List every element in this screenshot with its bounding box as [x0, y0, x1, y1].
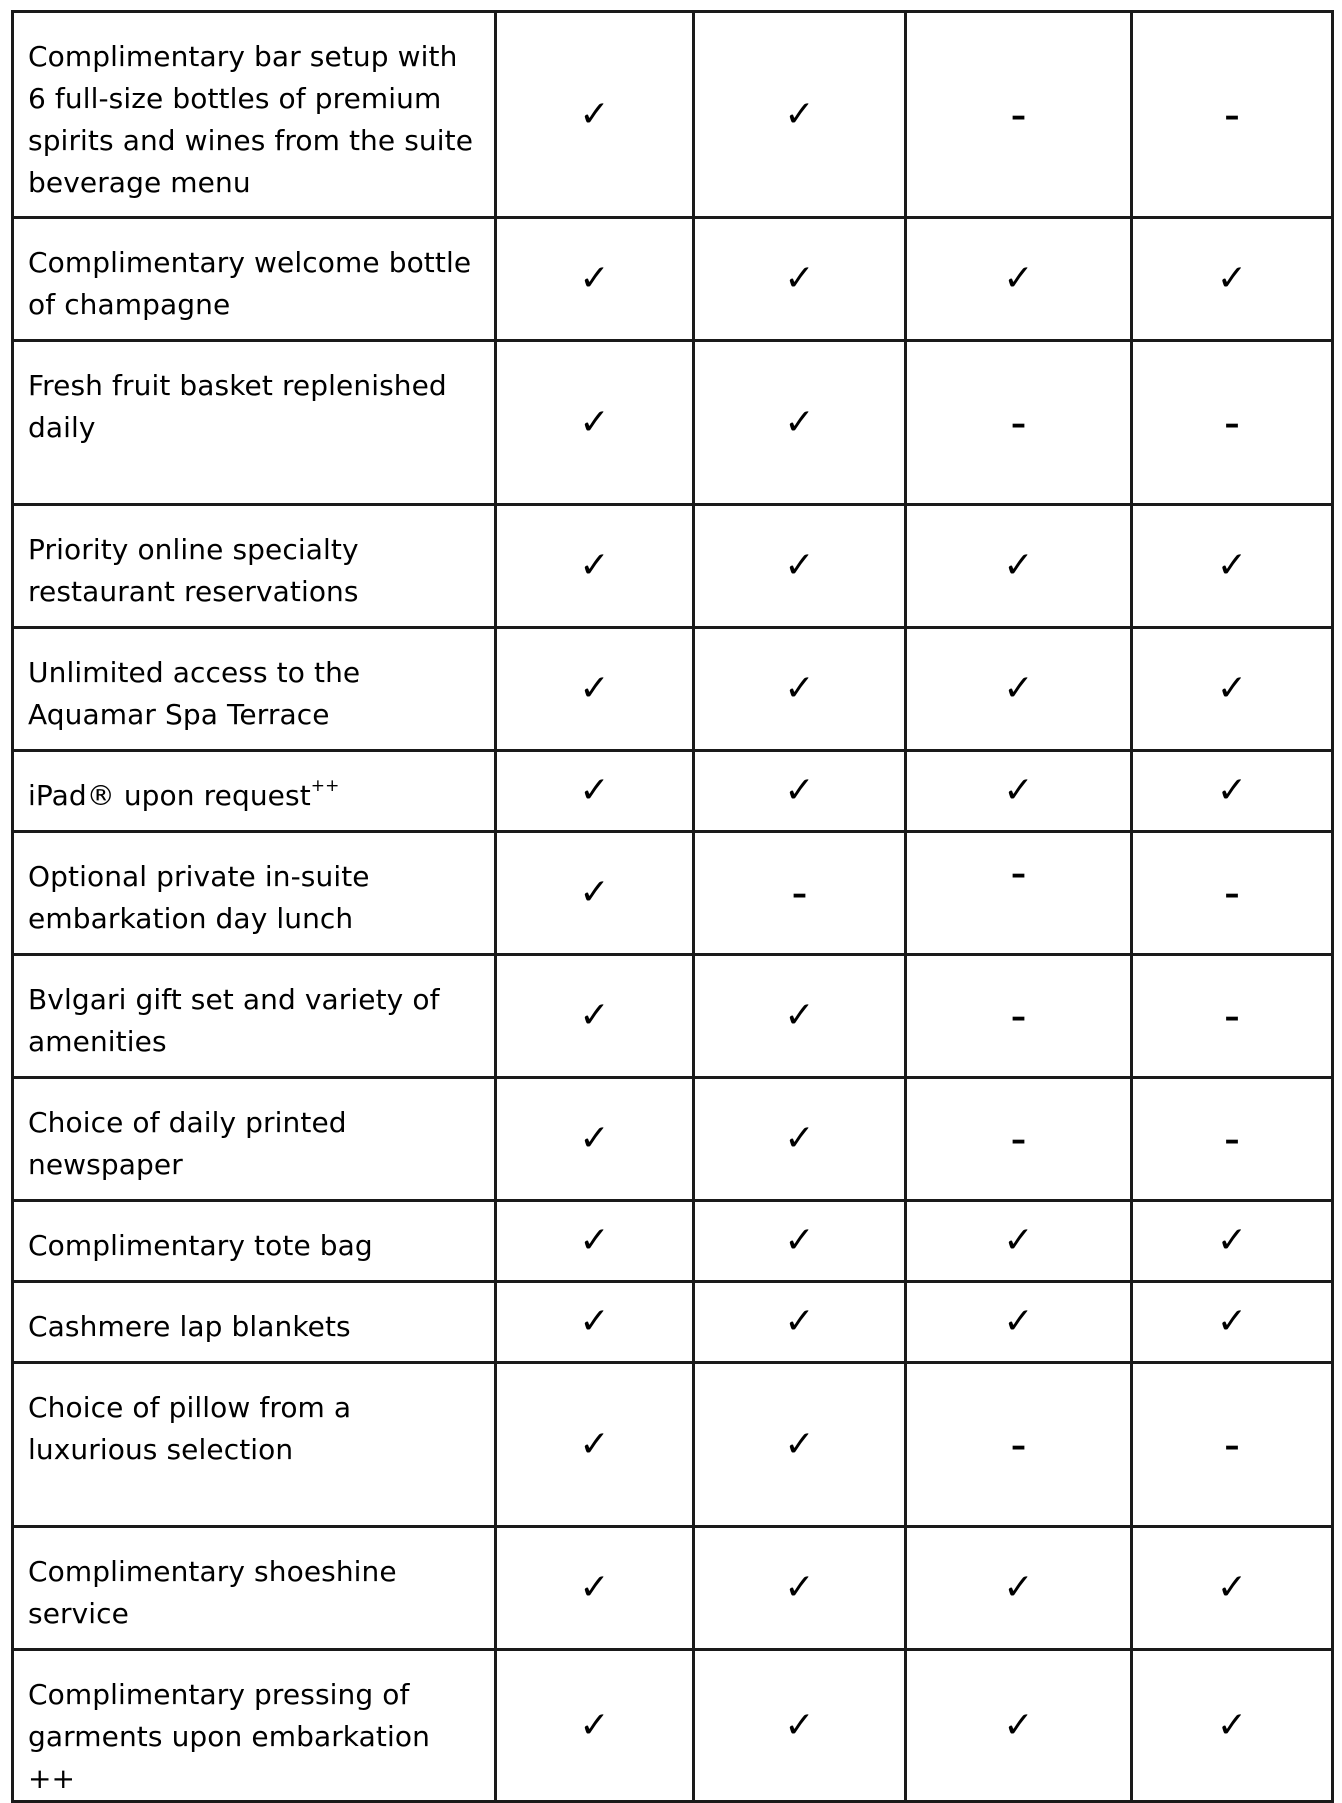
checkmark-icon: ✓	[579, 1301, 610, 1342]
mark-cell	[496, 628, 694, 751]
mark-cell	[496, 341, 694, 505]
table-body	[13, 12, 1333, 1802]
mark-cell	[906, 832, 1132, 955]
mark-cell	[1132, 1201, 1333, 1282]
checkmark-icon: ✓	[784, 401, 815, 443]
amenity-label-cell	[13, 505, 496, 628]
dash-icon: –	[792, 877, 807, 912]
table-row	[13, 1527, 1333, 1650]
mark-cell	[906, 1201, 1132, 1282]
checkmark-icon: ✓	[784, 545, 815, 586]
table-row	[13, 1201, 1333, 1282]
amenity-label-cell	[13, 341, 496, 505]
amenity-label-cell	[13, 1201, 496, 1282]
mark-cell	[1132, 751, 1333, 832]
amenity-label-cell	[13, 628, 496, 751]
mark-cell	[694, 832, 906, 955]
checkmark-icon: ✓	[784, 1118, 815, 1159]
checkmark-icon: ✓	[579, 1567, 610, 1608]
dash-icon: –	[1224, 98, 1240, 134]
mark-cell	[496, 1282, 694, 1363]
amenity-label-cell	[13, 751, 496, 832]
mark-cell	[906, 955, 1132, 1078]
checkmark-icon: ✓	[579, 872, 610, 913]
amenity-label: Cashmere lap blankets	[28, 1310, 351, 1343]
checkmark-icon: ✓	[784, 770, 815, 811]
checkmark-icon: ✓	[1003, 545, 1034, 586]
mark-cell	[906, 1078, 1132, 1201]
amenity-label: Complimentary pressing of garments upon embarkation ++	[28, 1678, 430, 1795]
dash-icon: –	[1011, 406, 1026, 442]
checkmark-icon: ✓	[784, 93, 815, 135]
mark-cell	[1132, 218, 1333, 341]
checkmark-icon: ✓	[1003, 1567, 1034, 1608]
amenity-label: Unlimited access to the Aquamar Spa Terrace	[28, 656, 361, 731]
mark-cell	[694, 505, 906, 628]
checkmark-icon: ✓	[784, 1567, 815, 1608]
table-row	[13, 628, 1333, 751]
amenity-label: Complimentary tote bag	[28, 1229, 373, 1262]
checkmark-icon: ✓	[784, 1220, 815, 1261]
mark-cell	[694, 12, 906, 218]
mark-cell	[694, 1201, 906, 1282]
checkmark-icon: ✓	[1003, 1301, 1034, 1342]
mark-cell	[906, 12, 1132, 218]
mark-cell	[496, 1527, 694, 1650]
checkmark-icon: ✓	[579, 93, 610, 135]
mark-cell	[1132, 955, 1333, 1078]
mark-cell	[1132, 1282, 1333, 1363]
checkmark-icon: ✓	[784, 668, 815, 709]
amenity-label: Priority online specialty restaurant reservations	[28, 533, 359, 608]
checkmark-icon: ✓	[1216, 258, 1248, 299]
table-row	[13, 955, 1333, 1078]
checkmark-icon: ✓	[1003, 770, 1034, 811]
mark-cell	[694, 218, 906, 341]
mark-cell	[694, 751, 906, 832]
amenity-label: Choice of pillow from a luxurious selection	[28, 1391, 352, 1466]
mark-cell	[694, 955, 906, 1078]
checkmark-icon: ✓	[1216, 668, 1248, 709]
checkmark-icon: ✓	[1216, 1704, 1248, 1746]
checkmark-icon: ✓	[579, 1704, 610, 1746]
dash-icon: –	[1224, 1123, 1240, 1158]
checkmark-icon: ✓	[579, 770, 610, 811]
table-row	[13, 751, 1333, 832]
mark-cell	[694, 628, 906, 751]
checkmark-icon: ✓	[579, 401, 610, 443]
checkmark-icon: ✓	[1003, 258, 1034, 299]
amenity-label-cell	[13, 1527, 496, 1650]
amenities-comparison-table	[11, 10, 1334, 1803]
amenity-label-cell	[13, 1078, 496, 1201]
amenity-label-cell	[13, 955, 496, 1078]
amenity-label: Optional private in-suite embarkation day lunch	[28, 860, 370, 935]
checkmark-icon: ✓	[784, 995, 815, 1036]
checkmark-icon: ✓	[579, 258, 610, 299]
mark-cell	[906, 628, 1132, 751]
mark-cell	[496, 955, 694, 1078]
mark-cell	[1132, 1527, 1333, 1650]
mark-cell	[1132, 628, 1333, 751]
table-row	[13, 505, 1333, 628]
mark-cell	[1132, 505, 1333, 628]
dash-icon: –	[1224, 1000, 1240, 1035]
mark-cell	[694, 1282, 906, 1363]
checkmark-icon: ✓	[1216, 545, 1248, 586]
mark-cell	[496, 218, 694, 341]
mark-cell	[1132, 12, 1333, 218]
table-row	[13, 1282, 1333, 1363]
dash-icon: –	[1011, 1000, 1026, 1035]
mark-cell	[1132, 341, 1333, 505]
mark-cell	[496, 1363, 694, 1527]
dash-icon: –	[1011, 857, 1026, 892]
checkmark-icon: ✓	[579, 1423, 610, 1465]
mark-cell	[1132, 1363, 1333, 1527]
checkmark-icon: ✓	[1216, 770, 1248, 811]
table-row	[13, 12, 1333, 218]
checkmark-icon: ✓	[579, 1220, 610, 1261]
amenity-label: iPad® upon request	[28, 779, 311, 812]
checkmark-icon: ✓	[1003, 668, 1034, 709]
dash-icon: –	[1011, 98, 1026, 134]
dash-icon: –	[1224, 877, 1240, 912]
mark-cell	[694, 341, 906, 505]
mark-cell	[496, 1201, 694, 1282]
mark-cell	[694, 1363, 906, 1527]
checkmark-icon: ✓	[1003, 1704, 1034, 1746]
amenity-label: Choice of daily printed newspaper	[28, 1106, 347, 1181]
mark-cell	[1132, 832, 1333, 955]
checkmark-icon: ✓	[579, 1118, 610, 1159]
mark-cell	[906, 1527, 1132, 1650]
checkmark-icon: ✓	[1216, 1220, 1248, 1261]
table-row	[13, 341, 1333, 505]
amenity-label: Complimentary welcome bottle of champagne	[28, 246, 472, 321]
checkmark-icon: ✓	[784, 258, 815, 299]
mark-cell	[906, 341, 1132, 505]
mark-cell	[906, 505, 1132, 628]
dash-icon: –	[1011, 1123, 1026, 1158]
mark-cell	[906, 218, 1132, 341]
table-row	[13, 1078, 1333, 1201]
mark-cell	[496, 505, 694, 628]
table-row	[13, 218, 1333, 341]
checkmark-icon: ✓	[784, 1704, 815, 1746]
mark-cell	[496, 751, 694, 832]
checkmark-icon: ✓	[579, 668, 610, 709]
amenity-label: Complimentary bar setup with 6 full-size bottles of premium spirits and wines from the suite beverage menu	[28, 40, 474, 199]
amenity-label-cell	[13, 1363, 496, 1527]
checkmark-icon: ✓	[1216, 1567, 1248, 1608]
checkmark-icon: ✓	[784, 1301, 815, 1342]
mark-cell	[906, 1363, 1132, 1527]
footnote-marker: ++	[310, 776, 340, 796]
checkmark-icon: ✓	[579, 995, 610, 1036]
dash-icon: –	[1224, 1428, 1240, 1464]
mark-cell	[906, 1282, 1132, 1363]
amenity-label-cell	[13, 1282, 496, 1363]
dash-icon: –	[1224, 406, 1240, 442]
checkmark-icon: ✓	[1003, 1220, 1034, 1261]
amenity-label-cell	[13, 218, 496, 341]
amenity-label: Complimentary shoeshine service	[28, 1555, 397, 1630]
mark-cell	[694, 1527, 906, 1650]
mark-cell	[496, 1078, 694, 1201]
checkmark-icon: ✓	[784, 1423, 815, 1465]
dash-icon: –	[1011, 1428, 1026, 1464]
table-row	[13, 1363, 1333, 1527]
mark-cell	[496, 832, 694, 955]
mark-cell	[906, 751, 1132, 832]
amenity-label: Bvlgari gift set and variety of amenities	[28, 983, 440, 1058]
amenity-label-cell	[13, 12, 496, 218]
amenity-label: Fresh fruit basket replenished daily	[28, 369, 447, 444]
checkmark-icon: ✓	[1216, 1301, 1248, 1342]
amenity-label-cell	[13, 832, 496, 955]
checkmark-icon: ✓	[579, 545, 610, 586]
mark-cell	[694, 1078, 906, 1201]
mark-cell	[1132, 1078, 1333, 1201]
table-row	[13, 832, 1333, 955]
mark-cell	[496, 12, 694, 218]
